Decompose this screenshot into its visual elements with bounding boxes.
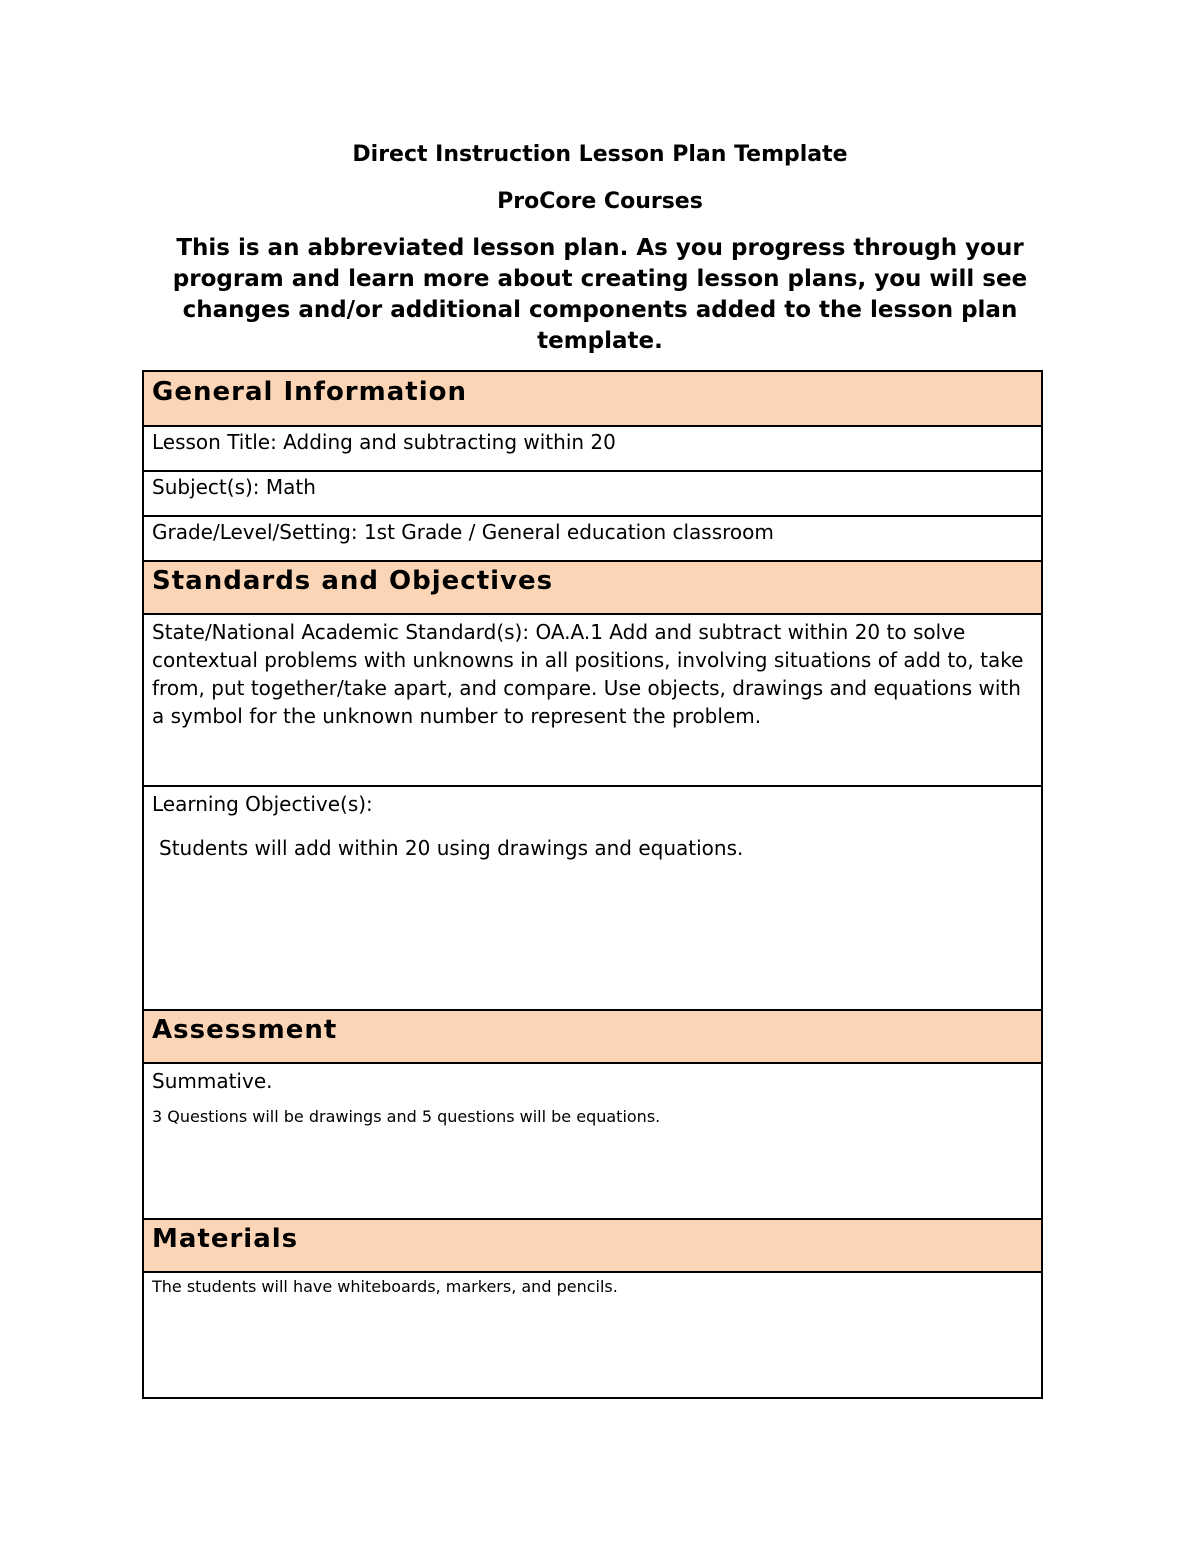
grade-field: Grade/Level/Setting: 1st Grade / General education classroom	[144, 517, 1041, 562]
summative-label: Summative.	[152, 1069, 273, 1093]
section-header-materials: Materials	[144, 1220, 1041, 1273]
learning-objectives-label: Learning Objective(s):	[152, 792, 373, 816]
intro-paragraph: This is an abbreviated lesson plan. As you progress through your program and learn more about creating lesson plans, you will see changes and/or additional components added to the lesson plan template.	[172, 235, 1028, 354]
summative-text: 3 Questions will be drawings and 5 questions will be equations.	[152, 1107, 661, 1126]
subjects-field: Subject(s): Math	[144, 472, 1041, 517]
learning-objectives-cell	[144, 787, 1041, 1011]
lesson-title-field: Lesson Title: Adding and subtracting within 20	[144, 427, 1041, 472]
lesson-plan-table	[142, 370, 1043, 1399]
materials-text: The students will have whiteboards, markers, and pencils.	[152, 1277, 618, 1296]
section-header-standards: Standards and Objectives	[144, 562, 1041, 615]
learning-objective-text: Students will add within 20 using drawings and equations.	[159, 836, 744, 860]
summative-cell	[144, 1064, 1041, 1220]
standard-field: State/National Academic Standard(s): OA.A.1 Add and subtract within 20 to solve contextual problems with unknowns in all positions, involving situations of add to, take from, put together/take apart, and compare. Use objects, drawings and equations with a symbol for the unknown number to represent the problem.	[144, 615, 1041, 787]
document-subtitle: ProCore Courses	[497, 189, 703, 214]
section-header-assessment: Assessment	[144, 1011, 1041, 1064]
document-title: Direct Instruction Lesson Plan Template	[352, 142, 848, 167]
section-header-general: General Information	[144, 372, 1041, 427]
